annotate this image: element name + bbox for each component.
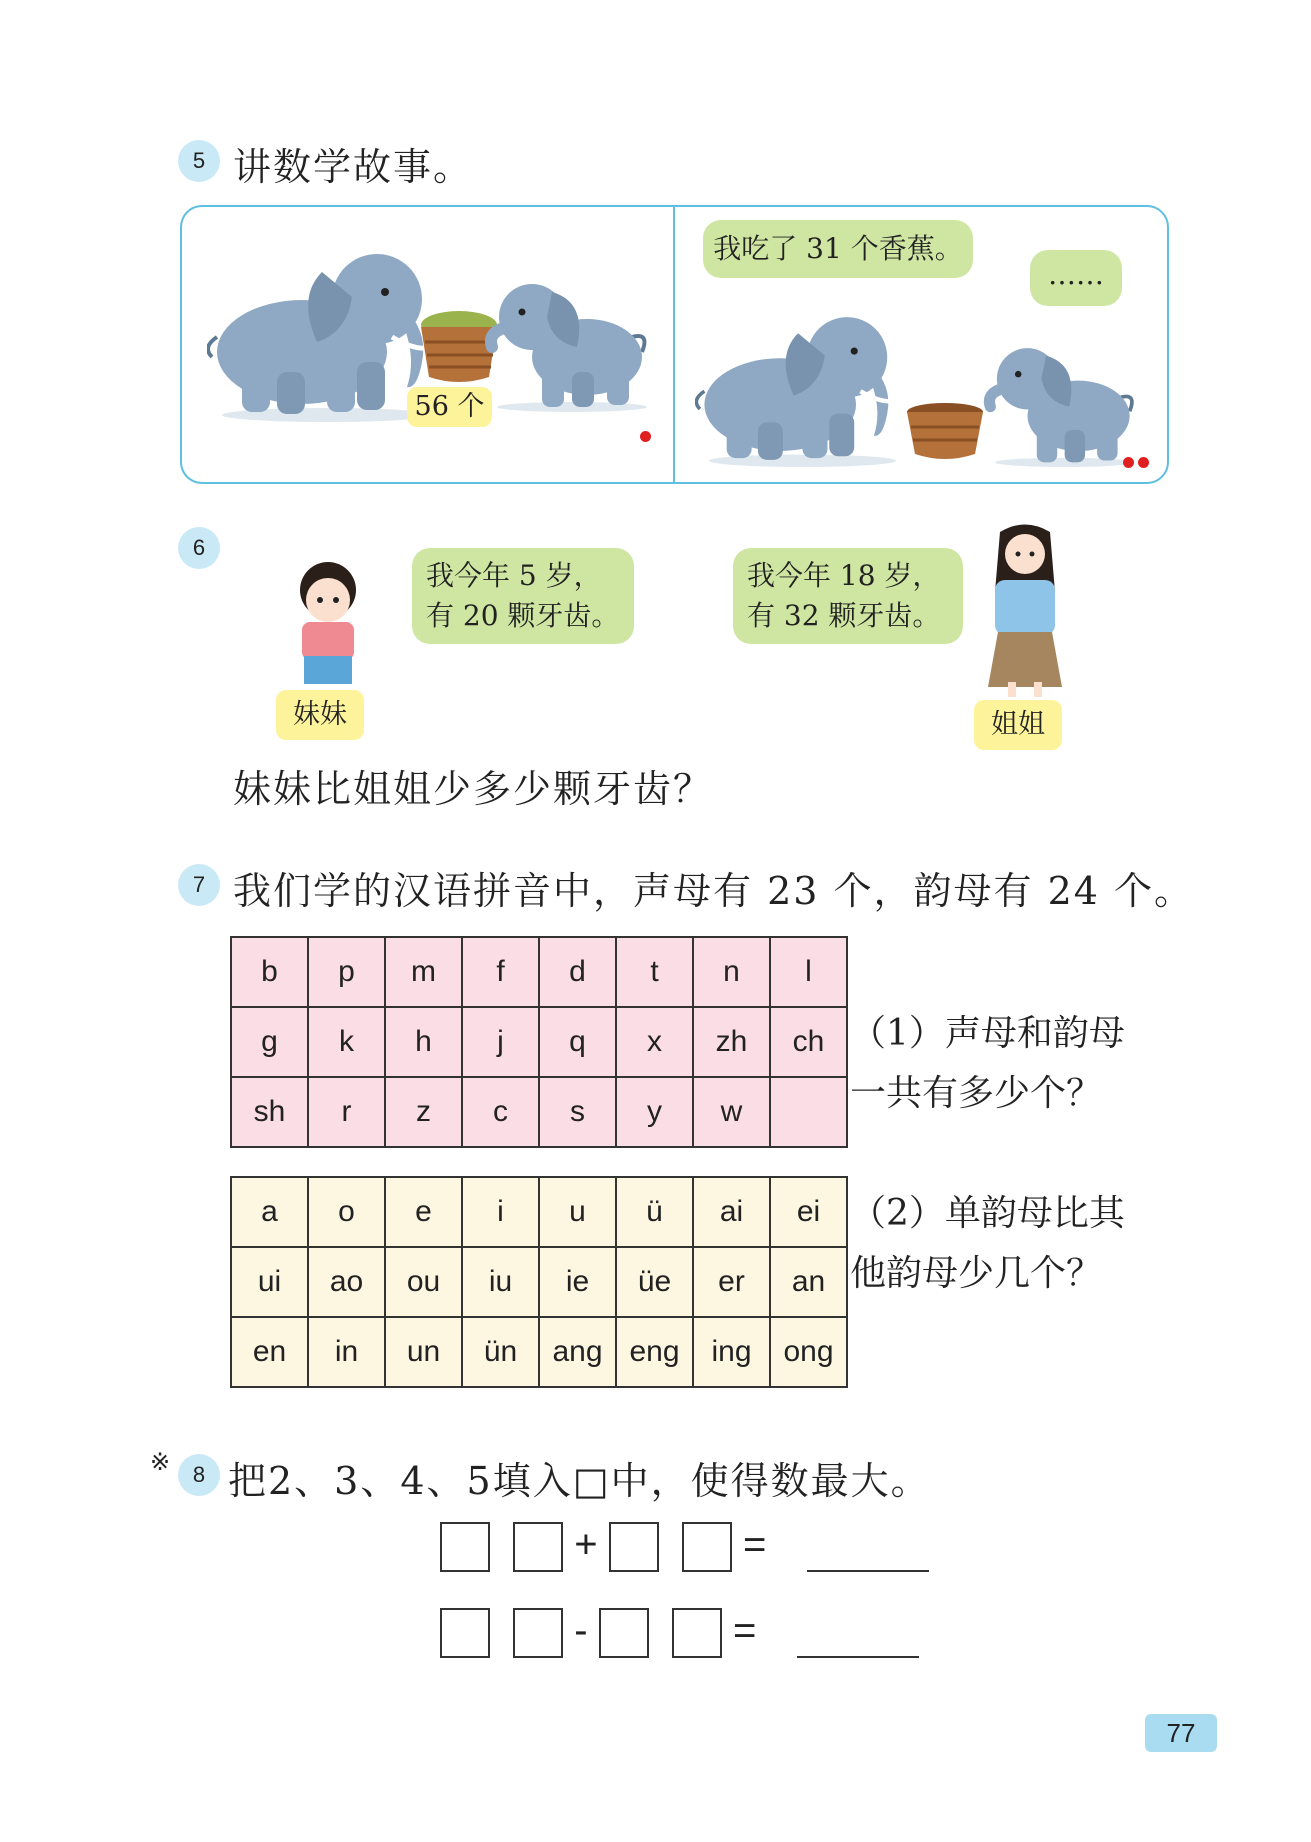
table-cell: n [693, 937, 770, 1007]
initials-table [230, 936, 848, 1148]
question-7-sub-1 [850, 1004, 1125, 1124]
table-cell: b [231, 937, 308, 1007]
table-cell: q [539, 1007, 616, 1077]
table-row [231, 1007, 847, 1077]
elder-sister-name-tag: 姐姐 [974, 700, 1062, 750]
page-number: 77 [1145, 1714, 1217, 1752]
elephant-calf-icon [980, 337, 1140, 467]
plus-sign: + [574, 1522, 598, 1567]
table-cell: h [385, 1007, 462, 1077]
minus-sign: - [574, 1608, 588, 1653]
table-cell: ou [385, 1247, 462, 1317]
table-cell: eng [616, 1317, 693, 1387]
page-dot [640, 431, 651, 442]
story-panel-left [180, 205, 674, 484]
table-cell: g [231, 1007, 308, 1077]
sister-speech-bubble [412, 548, 634, 644]
table-row [231, 1247, 847, 1317]
digit-box[interactable] [682, 1522, 732, 1572]
table-cell: ing [693, 1317, 770, 1387]
sister-speech-line-1: 我今年 5 岁， [426, 559, 602, 592]
table-cell: p [308, 937, 385, 1007]
digit-box[interactable] [513, 1522, 563, 1572]
finals-table [230, 1176, 848, 1388]
table-cell: ei [770, 1177, 847, 1247]
table-cell: z [385, 1077, 462, 1147]
table-cell: ch [770, 1007, 847, 1077]
table-cell: j [462, 1007, 539, 1077]
table-cell: ai [693, 1177, 770, 1247]
table-cell: f [462, 937, 539, 1007]
sister-speech-line-2: 有 20 颗牙齿。 [426, 599, 620, 632]
equals-sign: = [732, 1608, 757, 1653]
question-7-sub-2 [850, 1184, 1125, 1304]
digit-box[interactable] [599, 1608, 649, 1658]
speech-bubble-big-elephant: 我吃了 31 个香蕉。 [703, 220, 973, 278]
table-cell: ün [462, 1317, 539, 1387]
table-cell: o [308, 1177, 385, 1247]
digit-box[interactable] [513, 1608, 563, 1658]
subtraction-equation [440, 1608, 919, 1658]
table-cell: r [308, 1077, 385, 1147]
table-cell: s [539, 1077, 616, 1147]
speech-bubble-small-elephant: …… [1030, 250, 1122, 306]
question-number-5: 5 [178, 140, 220, 182]
table-cell: sh [231, 1077, 308, 1147]
table-cell: ong [770, 1317, 847, 1387]
story-panel-right [673, 205, 1169, 484]
table-row [231, 1317, 847, 1387]
optional-mark: ※ [150, 1448, 171, 1476]
table-cell: u [539, 1177, 616, 1247]
table-cell: ui [231, 1247, 308, 1317]
table-row [231, 937, 847, 1007]
question-number-6: 6 [178, 527, 220, 569]
table-cell: i [462, 1177, 539, 1247]
table-cell [770, 1077, 847, 1147]
question-number-7: 7 [178, 864, 220, 906]
question-7-sub-1-line-1: （1）声母和韵母 [850, 1013, 1125, 1054]
table-cell: c [462, 1077, 539, 1147]
table-cell: in [308, 1317, 385, 1387]
empty-basket-icon [905, 402, 985, 462]
little-sister-icon [280, 560, 380, 685]
digit-box[interactable] [440, 1522, 490, 1572]
table-cell: k [308, 1007, 385, 1077]
addition-equation [440, 1522, 929, 1572]
table-cell: m [385, 937, 462, 1007]
table-row [231, 1177, 847, 1247]
table-cell: en [231, 1317, 308, 1387]
question-7-sub-2-line-2: 他韵母少几个？ [850, 1253, 1103, 1294]
table-cell: ie [539, 1247, 616, 1317]
table-cell: üe [616, 1247, 693, 1317]
elder-sister-speech-line-2: 有 32 颗牙齿。 [747, 599, 941, 632]
table-cell: er [693, 1247, 770, 1317]
question-7-title: 我们学的汉语拼音中，声母有 23 个，韵母有 24 个。 [233, 869, 1195, 913]
elephant-calf-icon [482, 272, 652, 412]
table-cell: zh [693, 1007, 770, 1077]
basket-count-label: 56 个 [407, 387, 492, 427]
answer-blank[interactable] [797, 1636, 919, 1658]
question-8-title: 把2、3、4、5填入□中，使得数最大。 [228, 1459, 931, 1503]
table-cell: un [385, 1317, 462, 1387]
elephant-adult-icon [695, 302, 910, 467]
table-cell: l [770, 937, 847, 1007]
question-7-sub-2-line-1: （2）单韵母比其 [850, 1193, 1125, 1234]
table-row [231, 1077, 847, 1147]
table-cell: y [616, 1077, 693, 1147]
table-cell: t [616, 937, 693, 1007]
elder-sister-speech-bubble [733, 548, 963, 644]
page-dot [1138, 457, 1149, 468]
table-cell: an [770, 1247, 847, 1317]
question-7-sub-1-line-2: 一共有多少个？ [850, 1073, 1103, 1114]
question-number-8: 8 [178, 1454, 220, 1496]
page-dot [1123, 457, 1134, 468]
table-cell: ang [539, 1317, 616, 1387]
digit-box[interactable] [672, 1608, 722, 1658]
table-cell: iu [462, 1247, 539, 1317]
table-cell: d [539, 937, 616, 1007]
digit-box[interactable] [440, 1608, 490, 1658]
answer-blank[interactable] [807, 1550, 929, 1572]
table-cell: ao [308, 1247, 385, 1317]
table-cell: e [385, 1177, 462, 1247]
table-cell: ü [616, 1177, 693, 1247]
question-6-text: 妹妹比姐姐少多少颗牙齿？ [233, 767, 714, 811]
equals-sign: = [742, 1522, 767, 1567]
table-cell: w [693, 1077, 770, 1147]
elder-sister-speech-line-1: 我今年 18 岁， [747, 559, 941, 592]
table-cell: x [616, 1007, 693, 1077]
elder-sister-icon [980, 522, 1070, 697]
digit-box[interactable] [609, 1522, 659, 1572]
sister-name-tag: 妹妹 [276, 690, 364, 740]
question-5-title: 讲数学故事。 [233, 145, 474, 189]
table-cell: a [231, 1177, 308, 1247]
